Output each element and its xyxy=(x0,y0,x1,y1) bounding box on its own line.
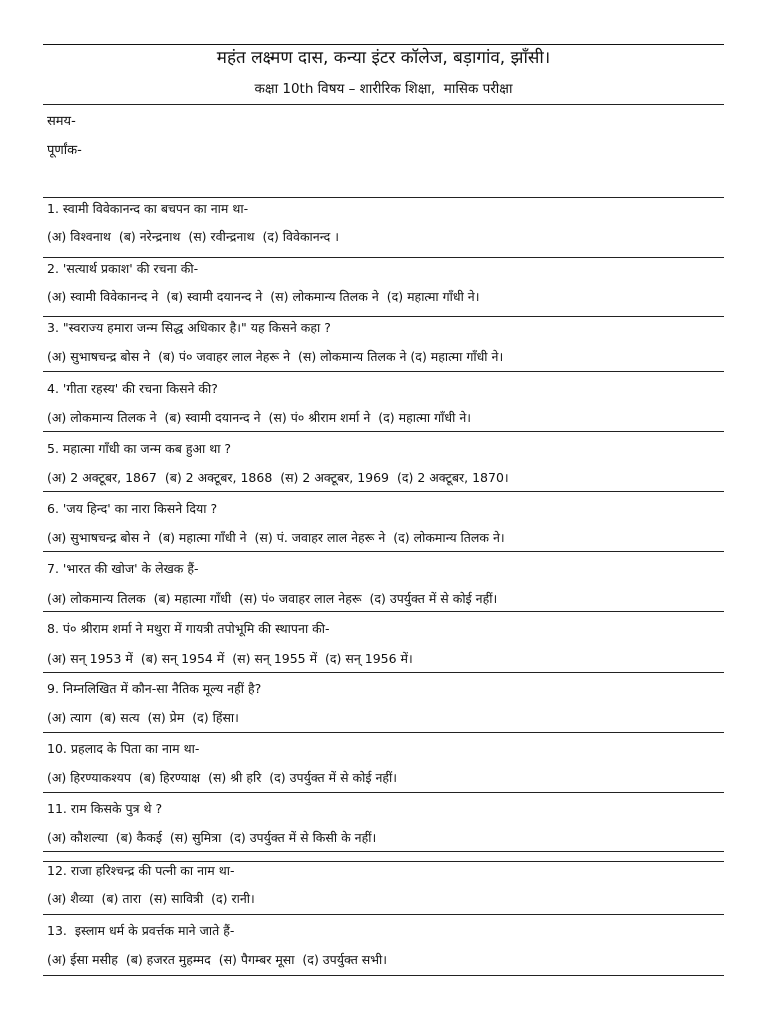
question-rule xyxy=(43,851,724,852)
max-marks-label: पूर्णांक- xyxy=(47,143,82,158)
question-options: (अ) सन् 1953 में (ब) सन् 1954 में (स) सन् 1955 में (द) सन् 1956 में। xyxy=(47,651,413,666)
question-options: (अ) लोकमान्य तिलक (ब) महात्मा गाँधी (स) पं० जवाहर लाल नेहरू (द) उपर्युक्त में से कोई नहीं। xyxy=(47,591,498,606)
school-title: महंत लक्ष्मण दास, कन्या इंटर कॉलेज, बड़ागांव, झाँसी। xyxy=(216,48,551,68)
question-rule xyxy=(43,975,724,976)
question-text: 12. राजा हरिश्चन्द्र की पत्नी का नाम था- xyxy=(47,863,235,878)
question-rule xyxy=(43,257,724,258)
exam-paper xyxy=(43,0,724,1024)
question-text: 9. निम्नलिखित में कौन-सा नैतिक मूल्य नहीं है? xyxy=(47,681,262,696)
question-text: 8. पं० श्रीराम शर्मा ने मथुरा में गायत्री तपोभूमि की स्थापना की- xyxy=(47,621,330,636)
question-text: 4. 'गीता रहस्य' की रचना किसने की? xyxy=(47,381,218,396)
question-options: (अ) ईसा मसीह (ब) हजरत मुहम्मद (स) पैगम्बर मूसा (द) उपर्युक्त सभी। xyxy=(47,952,388,967)
top-rule xyxy=(43,44,724,45)
question-options: (अ) सुभाषचन्द्र बोस ने (ब) महात्मा गाँधी ने (स) पं. जवाहर लाल नेहरू ने (द) लोकमान्य तिलक ने। xyxy=(47,530,505,545)
question-options: (अ) लोकमान्य तिलक ने (ब) स्वामी दयानन्द ने (स) पं० श्रीराम शर्मा ने (द) महात्मा गाँधी ने। xyxy=(47,410,471,425)
question-rule xyxy=(43,914,724,915)
question-text: 3. "स्वराज्य हमारा जन्म सिद्ध अधिकार है।" यह किसने कहा ? xyxy=(47,320,331,335)
question-rule xyxy=(43,371,724,372)
question-text: 6. 'जय हिन्द' का नारा किसने दिया ? xyxy=(47,501,218,516)
question-options: (अ) हिरण्याकश्यप (ब) हिरण्याक्ष (स) श्री हरि (द) उपर्युक्त में से कोई नहीं। xyxy=(47,770,397,785)
exam-subtitle: कक्षा 10th विषय – शारीरिक शिक्षा, मासिक परीक्षा xyxy=(254,81,513,97)
question-rule xyxy=(43,611,724,612)
question-rule xyxy=(43,732,724,733)
question-options: (अ) 2 अक्टूबर, 1867 (ब) 2 अक्टूबर, 1868 (स) 2 अक्टूबर, 1969 (द) 2 अक्टूबर, 1870। xyxy=(47,470,509,485)
question-options: (अ) त्याग (ब) सत्य (स) प्रेम (द) हिंसा। xyxy=(47,710,239,725)
question-rule xyxy=(43,491,724,492)
question-text: 2. 'सत्यार्थ प्रकाश' की रचना की- xyxy=(47,261,199,276)
question-rule xyxy=(43,197,724,198)
question-text: 1. स्वामी विवेकानन्द का बचपन का नाम था- xyxy=(47,201,249,216)
time-label: समय- xyxy=(47,114,76,129)
question-options: (अ) सुभाषचन्द्र बोस ने (ब) पं० जवाहर लाल नेहरू ने (स) लोकमान्य तिलक ने (द) महात्मा गाँधी ने। xyxy=(47,349,504,364)
question-text: 5. महात्मा गाँधी का जन्म कब हुआ था ? xyxy=(47,441,232,456)
question-options: (अ) कौशल्या (ब) कैकई (स) सुमित्रा (द) उपर्युक्त में से किसी के नहीं। xyxy=(47,830,377,845)
question-rule xyxy=(43,551,724,552)
question-text: 13. इस्लाम धर्म के प्रवर्त्तक माने जाते हैं- xyxy=(47,923,235,938)
question-rule xyxy=(43,672,724,673)
question-rule xyxy=(43,316,724,317)
question-text: 7. 'भारत की खोज' के लेखक हैं- xyxy=(47,561,199,576)
question-text: 11. राम किसके पुत्र थे ? xyxy=(47,801,163,816)
question-text: 10. प्रहलाद के पिता का नाम था- xyxy=(47,741,200,756)
question-rule xyxy=(43,431,724,432)
question-rule xyxy=(43,792,724,793)
question-options: (अ) शैव्या (ब) तारा (स) सावित्री (द) रानी। xyxy=(47,891,255,906)
header-rule xyxy=(43,104,724,105)
question-options: (अ) विश्वनाथ (ब) नरेन्द्रनाथ (स) रवीन्द्रनाथ (द) विवेकानन्द । xyxy=(47,229,339,244)
question-options: (अ) स्वामी विवेकानन्द ने (ब) स्वामी दयानन्द ने (स) लोकमान्य तिलक ने (द) महात्मा गाँधी ने। xyxy=(47,289,480,304)
